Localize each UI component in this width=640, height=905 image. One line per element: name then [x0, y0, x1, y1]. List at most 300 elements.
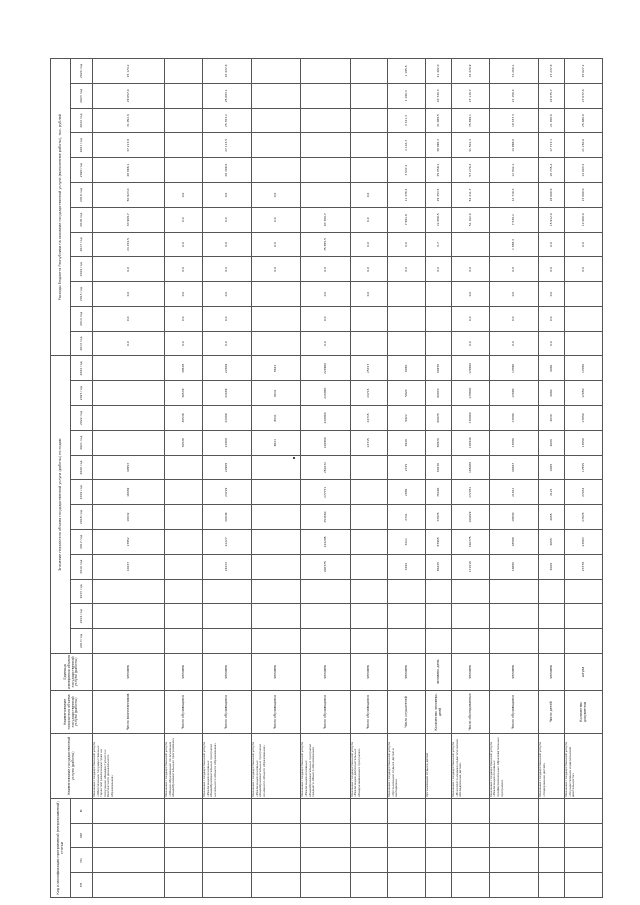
expense-value-cell: 0,0	[489, 331, 538, 356]
expense-value-cell: 27 237,6	[539, 59, 565, 84]
volume-value-cell: 86445	[425, 554, 451, 579]
volume-value-cell: 5920	[388, 381, 426, 406]
volume-value-cell: 160929	[452, 505, 490, 530]
volume-year-header: 2020 год	[71, 455, 93, 480]
unit-cell: человек	[350, 653, 388, 690]
volume-value-cell	[93, 579, 165, 604]
expense-value-cell: 0,0	[539, 257, 565, 282]
expense-value-cell	[425, 282, 451, 307]
volume-value-cell	[452, 629, 490, 654]
volume-value-cell: 226960	[301, 381, 350, 406]
service-name-cell: Оказание государственной услуги «Реализация основных общеобразовательных программ начального общего образования»	[202, 733, 251, 798]
expense-year-header: 2020 год	[71, 158, 93, 183]
expense-value-cell: 0,0	[202, 282, 251, 307]
volume-value-cell: 17090	[489, 430, 538, 455]
volume-value-cell	[489, 604, 538, 629]
expense-year-header: 2021 год	[71, 133, 93, 158]
volume-value-cell	[539, 579, 565, 604]
volume-value-cell: 8642	[252, 356, 301, 381]
volume-value-cell	[93, 406, 165, 431]
volume-value-cell: 17555	[565, 455, 603, 480]
expense-value-cell	[165, 133, 203, 158]
expense-value-cell: 27 077,0	[565, 83, 603, 108]
expense-value-cell: 3 547,2	[388, 158, 426, 183]
expense-year-header: 2013 год	[71, 331, 93, 356]
code-cell	[539, 848, 565, 873]
expense-value-cell	[252, 83, 301, 108]
expense-value-cell: 41 501,3	[452, 133, 490, 158]
header-expense-by-year: Расходы бюджета Республики на оказание государственной услуги (выполнение работы), тыс. рублей	[51, 59, 71, 357]
expense-value-cell: 26 437,6	[202, 59, 251, 84]
expense-value-cell: 0,0	[350, 207, 388, 232]
expense-year-header: 2016 год	[71, 257, 93, 282]
expense-value-cell	[252, 306, 301, 331]
code-cell	[301, 848, 350, 873]
unit-cell: штука	[565, 653, 603, 690]
service-name-cell: Оказание государственной услуги «Общее образование по основным общеобразовательным программам»	[165, 733, 203, 798]
expense-value-cell: 0,0	[388, 232, 426, 257]
code-cell	[452, 798, 490, 823]
code-cell	[350, 823, 388, 848]
volume-value-cell: 4946	[388, 430, 426, 455]
volume-value-cell	[252, 480, 301, 505]
volume-value-cell: 23683	[565, 529, 603, 554]
expense-value-cell: 27 113,5	[202, 133, 251, 158]
code-cell	[489, 823, 538, 848]
indicator-cell: Число обучающихся	[489, 690, 538, 733]
code-cell	[165, 873, 203, 898]
volume-value-cell: 226960	[301, 406, 350, 431]
expense-value-cell: 27 116,7	[452, 83, 490, 108]
volume-value-cell: 253660	[301, 505, 350, 530]
code-cell	[252, 798, 301, 823]
expense-value-cell	[252, 282, 301, 307]
expense-value-cell: 13 000,0	[565, 183, 603, 208]
volume-value-cell	[301, 629, 350, 654]
code-cell	[301, 823, 350, 848]
header-row-groups	[51, 59, 71, 898]
volume-value-cell: 4060	[539, 381, 565, 406]
code-cell	[539, 823, 565, 848]
volume-value-cell: 5922	[388, 406, 426, 431]
expense-value-cell: 0,0	[350, 282, 388, 307]
volume-value-cell	[350, 505, 388, 530]
expense-value-cell: 0,0	[539, 282, 565, 307]
expense-value-cell	[350, 108, 388, 133]
expense-value-cell: 57 276,4	[452, 158, 490, 183]
expense-value-cell: 0,0	[489, 257, 538, 282]
indicator-cell: Число обучающихся	[252, 690, 301, 733]
volume-value-cell	[252, 529, 301, 554]
state-assignment-table	[50, 58, 603, 898]
volume-value-cell	[565, 629, 603, 654]
code-cell	[93, 848, 165, 873]
volume-value-cell: 17050	[565, 381, 603, 406]
expense-value-cell: 0,0	[425, 257, 451, 282]
volume-value-cell	[93, 430, 165, 455]
volume-value-cell: 17050	[565, 406, 603, 431]
volume-value-cell: 24715	[350, 430, 388, 455]
volume-value-cell: 4069	[539, 554, 565, 579]
expense-value-cell: 0,0	[202, 183, 251, 208]
expense-value-cell: 35 699,1	[452, 108, 490, 133]
volume-value-cell	[425, 629, 451, 654]
code-cell	[425, 873, 451, 898]
volume-value-cell	[93, 356, 165, 381]
expense-value-cell: 39 058,2	[425, 158, 451, 183]
expense-value-cell: 21 700,0	[539, 108, 565, 133]
volume-value-cell	[202, 629, 251, 654]
volume-value-cell: 22669	[202, 406, 251, 431]
code-cell	[202, 798, 251, 823]
expense-value-cell: 0,0	[452, 331, 490, 356]
volume-year-header: 2023 год	[71, 381, 93, 406]
expense-value-cell: 21 150,0	[565, 133, 603, 158]
volume-value-cell	[165, 529, 203, 554]
code-cell	[565, 848, 603, 873]
indicator-cell: Число обследованных	[452, 690, 490, 733]
volume-value-cell: 3421	[388, 529, 426, 554]
code-column-header: Пп	[71, 848, 93, 873]
code-cell	[165, 798, 203, 823]
expense-value-cell: 0,0	[202, 207, 251, 232]
expense-value-cell: 16 735,4	[539, 158, 565, 183]
code-cell	[388, 823, 426, 848]
expense-year-header: 2019 год	[71, 183, 93, 208]
expense-value-cell: 0,0	[165, 232, 203, 257]
expense-value-cell: 25 027,2	[565, 59, 603, 84]
expense-value-cell	[165, 59, 203, 84]
volume-year-header: 2022 год	[71, 406, 93, 431]
header-unit-name: Единица измерения объема государственной услуги (работы)	[51, 653, 93, 690]
indicator-cell: Число обучающихся	[301, 690, 350, 733]
code-cell	[539, 873, 565, 898]
volume-value-cell: 8641	[252, 406, 301, 431]
volume-value-cell	[565, 579, 603, 604]
volume-value-cell	[425, 604, 451, 629]
code-cell	[452, 823, 490, 848]
expense-value-cell: 0,0	[252, 183, 301, 208]
expense-year-header: 2015 год	[71, 282, 93, 307]
code-cell	[425, 823, 451, 848]
expense-value-cell	[301, 59, 350, 84]
expense-value-cell: 48 988,1	[93, 158, 165, 183]
expense-value-cell	[350, 331, 388, 356]
volume-value-cell	[252, 604, 301, 629]
unit-cell: человек	[539, 653, 565, 690]
expense-value-cell: 0,0	[165, 331, 203, 356]
volume-value-cell: 20648	[202, 505, 251, 530]
volume-value-cell: 19830	[489, 505, 538, 530]
code-cell	[489, 798, 538, 823]
volume-value-cell	[202, 579, 251, 604]
expense-value-cell	[452, 232, 490, 257]
volume-year-header: 2014 год	[71, 604, 93, 629]
volume-value-cell: 25727	[350, 356, 388, 381]
volume-value-cell: 22969	[202, 455, 251, 480]
volume-value-cell: 21641	[489, 480, 538, 505]
volume-value-cell: 24715	[350, 406, 388, 431]
volume-year-header: 2021 год	[71, 430, 93, 455]
expense-value-cell: 50 923,0	[93, 183, 165, 208]
volume-value-cell: 8641	[252, 381, 301, 406]
volume-value-cell: 4065	[539, 505, 565, 530]
volume-value-cell	[93, 604, 165, 629]
volume-value-cell: 2741	[388, 505, 426, 530]
volume-value-cell: 226960	[301, 430, 350, 455]
expense-value-cell: 83 706,7	[301, 207, 350, 232]
volume-value-cell: 18588	[489, 529, 538, 554]
indicator-cell: Число обучающихся	[165, 690, 203, 733]
indicator-cell: Количество документов	[565, 690, 603, 733]
volume-value-cell: 87965	[425, 529, 451, 554]
expense-value-cell: 41 492,0	[425, 59, 451, 84]
code-cell	[350, 873, 388, 898]
volume-year-header: 2013 год	[71, 629, 93, 654]
expense-value-cell	[388, 282, 426, 307]
volume-value-cell	[165, 604, 203, 629]
expense-value-cell: 0,0	[388, 257, 426, 282]
volume-value-cell: 27876	[565, 505, 603, 530]
volume-value-cell: 179600	[452, 381, 490, 406]
expense-value-cell: 17 717,1	[539, 133, 565, 158]
unit-cell: человек	[388, 653, 426, 690]
volume-value-cell: 17090	[489, 381, 538, 406]
volume-value-cell: 4065	[539, 455, 565, 480]
code-column-header: М	[71, 798, 93, 823]
expense-value-cell: 21 150,4	[489, 83, 538, 108]
expense-value-cell: 0,0	[350, 183, 388, 208]
expense-value-cell	[252, 59, 301, 84]
code-cell	[93, 873, 165, 898]
volume-value-cell: 170946	[452, 430, 490, 455]
expense-value-cell	[388, 306, 426, 331]
expense-value-cell	[252, 108, 301, 133]
volume-value-cell: 160775	[452, 529, 490, 554]
code-column-header: ГП	[71, 873, 93, 898]
code-cell	[388, 798, 426, 823]
expense-value-cell	[565, 306, 603, 331]
volume-value-cell	[202, 604, 251, 629]
volume-value-cell	[165, 579, 203, 604]
volume-value-cell: 10437	[93, 554, 165, 579]
expense-value-cell: 0,0	[202, 306, 251, 331]
volume-value-cell: 22669	[202, 430, 251, 455]
code-cell	[452, 848, 490, 873]
expense-value-cell: 11 378,4	[388, 183, 426, 208]
expense-value-cell: 22 658,5	[425, 207, 451, 232]
volume-value-cell: 2865	[388, 480, 426, 505]
code-cell	[425, 798, 451, 823]
volume-value-cell: 4066	[539, 430, 565, 455]
table-row	[565, 59, 603, 898]
expense-value-cell: 0,0	[252, 257, 301, 282]
volume-value-cell: 8641	[252, 430, 301, 455]
volume-value-cell: 17090	[489, 406, 538, 431]
volume-value-cell: 165089	[452, 455, 490, 480]
volume-value-cell: 44687	[489, 455, 538, 480]
expense-value-cell: 0,0	[165, 306, 203, 331]
header-indicator-name: Наименование показателя объема государственной услуги (работы)	[51, 690, 93, 733]
volume-value-cell	[388, 629, 426, 654]
volume-value-cell: 3294	[388, 554, 426, 579]
code-cell	[202, 873, 251, 898]
volume-value-cell: 22669	[202, 381, 251, 406]
code-cell	[388, 873, 426, 898]
expense-value-cell	[425, 331, 451, 356]
expense-value-cell: 40 746,3	[425, 83, 451, 108]
volume-value-cell	[350, 529, 388, 554]
volume-value-cell: 30538	[165, 356, 203, 381]
expense-value-cell: 14 998,0	[489, 133, 538, 158]
volume-value-cell	[301, 579, 350, 604]
expense-value-cell: 0,0	[489, 306, 538, 331]
volume-value-cell: 22227	[202, 529, 251, 554]
expense-value-cell: 7 982,8	[388, 207, 426, 232]
volume-value-cell: 60470	[425, 455, 451, 480]
unit-cell: человек	[202, 653, 251, 690]
volume-value-cell: 16896	[489, 554, 538, 579]
expense-value-cell	[165, 83, 203, 108]
unit-cell: человек	[301, 653, 350, 690]
expense-value-cell	[165, 158, 203, 183]
expense-value-cell: 0,0	[452, 282, 490, 307]
table-row	[489, 59, 538, 898]
volume-value-cell	[301, 604, 350, 629]
expense-value-cell: 0,0	[93, 331, 165, 356]
table-row	[252, 59, 301, 898]
expense-value-cell: 31 052,6	[93, 108, 165, 133]
volume-year-header: 2024 год	[71, 356, 93, 381]
code-cell	[93, 823, 165, 848]
expense-value-cell	[301, 108, 350, 133]
code-cell	[565, 798, 603, 823]
volume-year-header: 2017 год	[71, 529, 93, 554]
volume-year-header: 2015 год	[71, 579, 93, 604]
expense-value-cell: 15 912,0	[539, 207, 565, 232]
header-service-name: Наименование государственной услуги (работы)	[51, 733, 93, 798]
volume-value-cell	[252, 629, 301, 654]
unit-cell: человек	[452, 653, 490, 690]
code-cell	[202, 848, 251, 873]
volume-value-cell: 60970	[425, 430, 451, 455]
expense-value-cell: 28 309,6	[202, 158, 251, 183]
volume-value-cell: 16632	[93, 505, 165, 530]
expense-value-cell: 19 337,3	[489, 108, 538, 133]
volume-value-cell: 60970	[425, 356, 451, 381]
expense-value-cell: 0,0	[301, 282, 350, 307]
volume-value-cell: 22669	[202, 356, 251, 381]
code-cell	[252, 873, 301, 898]
header-classification: Код классификации программной (непрограммной) статьи	[51, 798, 71, 897]
code-cell	[165, 823, 203, 848]
expense-value-cell	[350, 306, 388, 331]
expense-value-cell	[565, 282, 603, 307]
volume-value-cell: 17952	[93, 529, 165, 554]
expense-value-cell: 0,0	[93, 306, 165, 331]
expense-value-cell: 0,0	[452, 306, 490, 331]
volume-value-cell: 277771	[301, 480, 350, 505]
volume-value-cell: 24433	[202, 554, 251, 579]
expense-value-cell: 0,0	[539, 331, 565, 356]
volume-value-cell: 40553	[93, 455, 165, 480]
volume-value-cell	[350, 455, 388, 480]
volume-value-cell: 179660	[452, 356, 490, 381]
volume-value-cell	[252, 579, 301, 604]
expense-value-cell: 0,0	[489, 282, 538, 307]
expense-value-cell: 1 196,3	[388, 83, 426, 108]
code-cell	[489, 848, 538, 873]
indicator-cell: Число обучающихся	[350, 690, 388, 733]
expense-value-cell: 3 321,3	[388, 108, 426, 133]
expense-year-header: 2022 год	[71, 108, 93, 133]
expense-value-cell: 31 260,1	[489, 59, 538, 84]
volume-value-cell: 4030	[539, 406, 565, 431]
expense-value-cell: 0,0	[301, 306, 350, 331]
expense-value-cell: 0,0	[202, 257, 251, 282]
volume-value-cell	[350, 554, 388, 579]
volume-value-cell: 170960	[452, 406, 490, 431]
expense-value-cell: 38 096,3	[425, 133, 451, 158]
expense-year-header: 2014 год	[71, 306, 93, 331]
volume-value-cell: 172781	[452, 480, 490, 505]
expense-value-cell	[301, 158, 350, 183]
expense-value-cell	[388, 331, 426, 356]
volume-value-cell	[388, 604, 426, 629]
service-name-cell: Оказание государственной услуги «Организация отдыха детей и молодежи»	[388, 733, 426, 798]
expense-value-cell: 0,0	[301, 331, 350, 356]
code-cell	[565, 873, 603, 898]
expense-value-cell	[252, 133, 301, 158]
expense-value-cell: 25 083,1	[202, 83, 251, 108]
rotated-table-sheet	[50, 58, 603, 898]
volume-value-cell: 60970	[425, 381, 451, 406]
volume-value-cell	[165, 505, 203, 530]
volume-value-cell: 200775	[301, 554, 350, 579]
volume-value-cell: 226960	[301, 356, 350, 381]
expense-value-cell: 24 075,7	[539, 83, 565, 108]
volume-value-cell: 27034	[565, 480, 603, 505]
expense-value-cell: 1 658,4	[489, 232, 538, 257]
table-row	[539, 59, 565, 898]
table-row	[425, 59, 451, 898]
code-cell	[252, 823, 301, 848]
volume-value-cell: 24715	[350, 381, 388, 406]
volume-value-cell: 17050	[565, 430, 603, 455]
expense-value-cell: 12 942,1	[489, 158, 538, 183]
volume-value-cell	[165, 480, 203, 505]
expense-value-cell: 25 174,2	[93, 59, 165, 84]
expense-value-cell: 0,0	[202, 232, 251, 257]
indicator-cell: Число обучающихся	[202, 690, 251, 733]
expense-value-cell	[301, 183, 350, 208]
table-body	[93, 59, 603, 898]
volume-value-cell	[165, 629, 203, 654]
expense-year-header: 2017 год	[71, 232, 93, 257]
expense-year-header: 2018 год	[71, 207, 93, 232]
service-name-cell: Оказание государственной услуги «Реализация дополнительных общеразвивающих программ»	[350, 733, 388, 798]
code-column-header: ОМ	[71, 823, 93, 848]
expense-value-cell	[252, 331, 301, 356]
volume-value-cell	[252, 455, 301, 480]
code-cell	[202, 823, 251, 848]
expense-value-cell: 0,0	[165, 282, 203, 307]
expense-value-cell: 31 089,5	[425, 108, 451, 133]
code-cell	[452, 873, 490, 898]
expense-value-cell: 0,0	[565, 257, 603, 282]
expense-value-cell: 0,0	[539, 306, 565, 331]
expense-value-cell: 0,0	[252, 232, 301, 257]
